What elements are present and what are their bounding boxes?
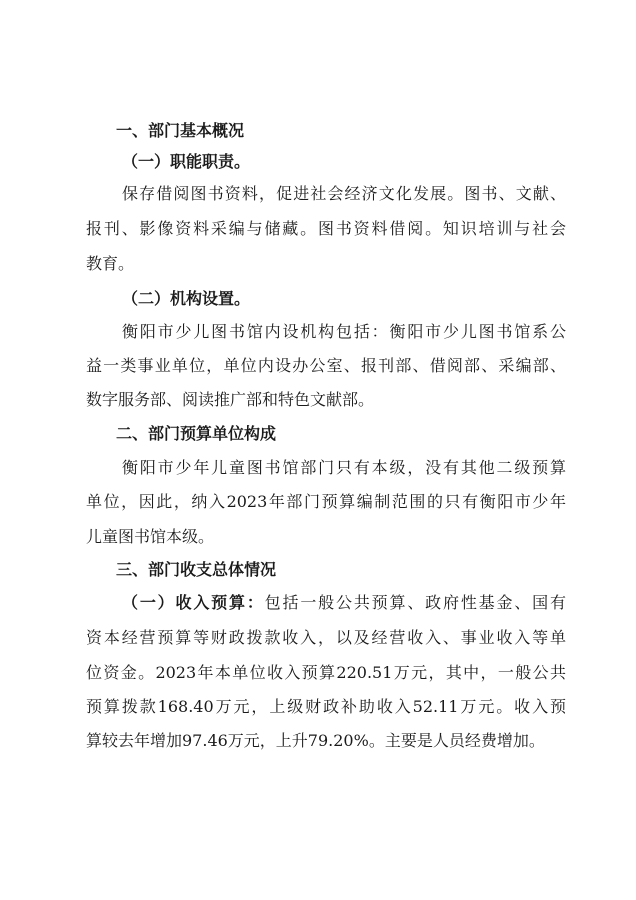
paragraph-line: 数字服务部、阅读推广部和特色文献部。 [86,390,375,409]
paragraph-line: 教育。 [86,254,135,273]
paragraph-line: 保存借阅图书资料，促进社会经济文化发展。图书、文献、 [122,184,566,203]
paragraph-line: 衡阳市少儿图书馆内设机构包括：衡阳市少儿图书馆系公 [122,322,566,341]
paragraph-line: 报刊、影像资料采编与储藏。图书资料借阅。知识培训与社会 [86,219,566,238]
paragraph-line: 资本经营预算等财政拨款收入，以及经营收入、事业收入等单 [86,628,566,647]
paragraph-line: 单位，因此，纳入2023年部门预算编制范围的只有衡阳市少年 [86,492,566,511]
paragraph-line: 位资金。2023年本单位收入预算220.51万元，其中，一般公共 [86,663,566,682]
paragraph-line: 算较去年增加97.46万元，上升79.20%。主要是人员经费增加。 [86,731,545,750]
income-budget-text: 包括一般公共预算、政府性基金、国有 [264,593,566,612]
paragraph-line: 衡阳市少年儿童图书馆部门只有本级，没有其他二级预算 [122,458,566,477]
section-3-heading: 三、部门收支总体情况 [116,560,277,579]
income-budget-lead: （一）收入预算： [122,593,265,612]
section-1-heading: 一、部门基本概况 [116,121,245,140]
section-1-sub-1-heading: （一）职能职责。 [122,152,251,171]
paragraph-line [122,593,566,613]
paragraph-line: 预算拨款168.40万元，上级财政补助收入52.11万元。收入预 [86,697,566,716]
paragraph-line: 益一类事业单位，单位内设办公室、报刊部、借阅部、采编部、 [86,356,566,375]
paragraph-line: 儿童图书馆本级。 [86,527,215,546]
section-2-heading: 二、部门预算单位构成 [116,424,277,443]
section-1-sub-2-heading: （二）机构设置。 [122,289,251,308]
